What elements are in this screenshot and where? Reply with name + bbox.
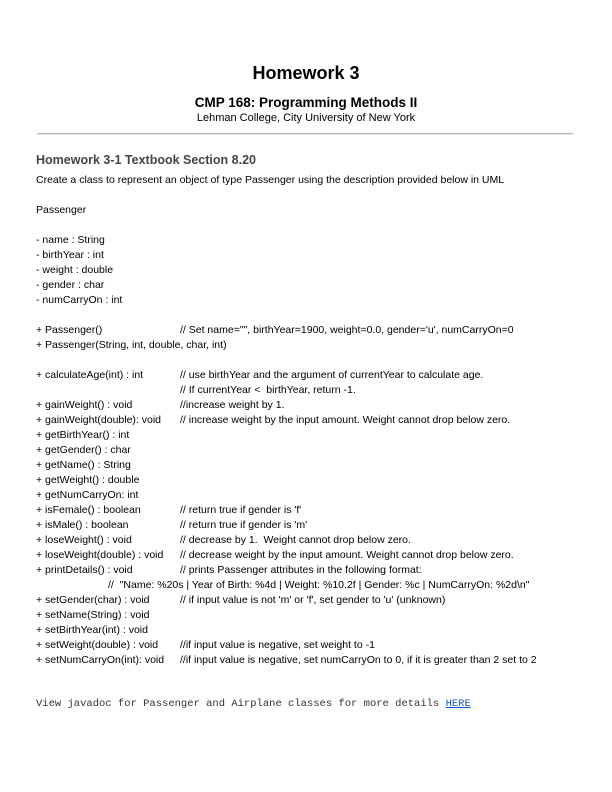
uml-setter-comment: //if input value is negative, set numCarryOn to 0, if it is greater than 2 set to 2 [180,654,537,666]
uml-method-signature: + calculateAge(int) : int [36,369,144,381]
uml-method-signature: + printDetails() : void [36,564,133,576]
uml-constructor-comment: // Set name="", birthYear=1900, weight=0.0, gender='u', numCarryOn=0 [180,324,514,336]
footer-text: View javadoc for Passenger and Airplane classes for more details [36,698,446,710]
uml-method-comment: // return true if gender is 'm' [180,519,308,531]
uml-method-comment: // return true if gender is 'f' [180,504,302,516]
uml-setter-signature: + setName(String) : void [36,609,150,621]
uml-setter-signature: + setNumCarryOn(int): void [36,654,165,666]
uml-field: - weight : double [36,264,114,276]
uml-setter-comment: //if input value is negative, set weight to -1 [180,639,375,651]
javadoc-link[interactable]: HERE [445,698,471,710]
course-title: CMP 168: Programming Methods II [194,95,418,110]
uml-method-comment: //increase weight by 1. [180,399,285,411]
uml-method-comment: // prints Passenger attributes in the following format: [180,564,422,576]
uml-setter-signature: + setGender(char) : void [36,594,150,606]
uml-field: - numCarryOn : int [36,294,123,306]
uml-method-signature: + isMale() : boolean [36,519,129,531]
uml-method-signature: + gainWeight(double): void [36,414,162,426]
uml-field: - gender : char [36,279,105,291]
uml-method-signature: + getName() : String [36,459,131,471]
uml-method-comment: // increase weight by the input amount. Weight cannot drop below zero. [180,414,511,426]
uml-method-comment: // decrease by 1. Weight cannot drop below zero. [180,534,411,546]
uml-setter-signature: + setBirthYear(int) : void [36,624,148,636]
section-heading: Homework 3-1 Textbook Section 8.20 [36,153,256,167]
uml-method-signature: + loseWeight(double) : void [36,549,164,561]
uml-setter-signature: + setWeight(double) : void [36,639,159,651]
print-format-string: // "Name: %20s | Year of Birth: %4d | Weight: %10.2f | Gender: %c | NumCarryOn: %2d\n" [108,579,530,591]
uml-method-comment: // If currentYear < birthYear, return -1. [180,384,356,396]
uml-field: - birthYear : int [36,249,104,261]
uml-method-comment: // use birthYear and the argument of currentYear to calculate age. [180,369,484,381]
uml-method-signature: + isFemale() : boolean [36,504,141,516]
uml-method-signature: + loseWeight() : void [36,534,132,546]
intro-text: Create a class to represent an object of type Passenger using the description provided below in UML [36,174,505,186]
uml-method-signature: + getGender() : char [36,444,131,456]
javadoc-footer [36,698,471,711]
uml-setter-comment: // if input value is not 'm' or 'f', set gender to 'u' (unknown) [180,594,446,606]
uml-class-name: Passenger [36,204,87,216]
institution: Lehman College, City University of New York [196,112,416,124]
uml-constructor-signature: + Passenger() [36,324,103,336]
uml-constructor-signature: + Passenger(String, int, double, char, int) [36,339,227,351]
uml-field: - name : String [36,234,105,246]
page-title: Homework 3 [252,63,360,83]
uml-method-signature: + getNumCarryOn: int [36,489,139,501]
uml-method-comment: // decrease weight by the input amount. Weight cannot drop below zero. [180,549,514,561]
uml-method-signature: + gainWeight() : void [36,399,133,411]
uml-method-signature: + getWeight() : double [36,474,140,486]
uml-method-signature: + getBirthYear() : int [36,429,130,441]
